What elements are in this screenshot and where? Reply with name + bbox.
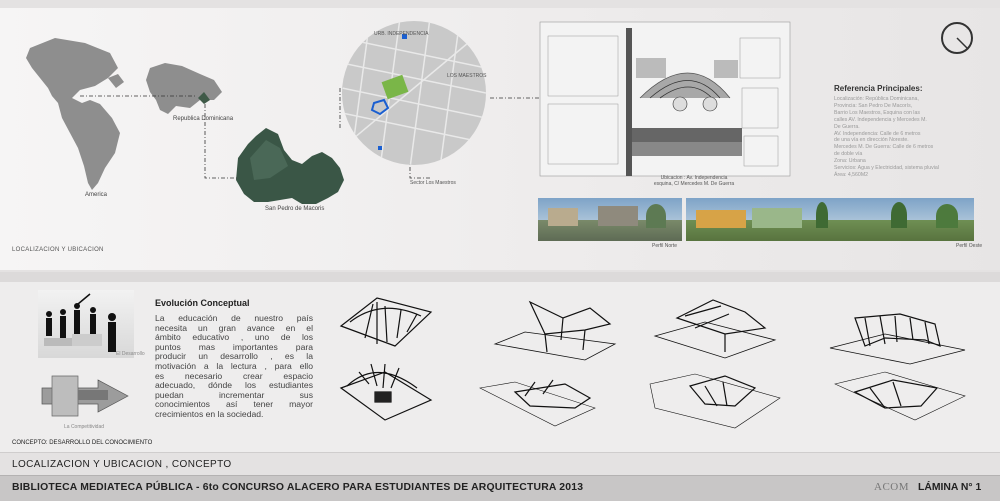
dominican-republic-map	[146, 63, 222, 114]
evolucion-line: conocimientos así tener mayor	[155, 399, 313, 410]
perfil-norte-label: Perfil Norte	[652, 243, 678, 249]
perfil-oeste-label: Perfil Oeste	[956, 243, 983, 249]
section-label-localizacion: LOCALIZACION Y UBICACION	[12, 247, 104, 253]
evolucion-line: puedan incrementar sus	[155, 389, 313, 400]
perfil-oeste-photo	[686, 198, 974, 241]
evolucion-block	[155, 298, 313, 420]
competitividad-caption: La Competitividad	[64, 424, 105, 430]
referencias-title: Referencia Principales:	[834, 84, 923, 93]
desarrollo-image	[38, 290, 134, 358]
section-label-concepto: CONCEPTO: DESARROLLO DEL CONOCIMIENTO	[12, 440, 153, 446]
republica-dominicana-label: Republica Dominicana	[173, 116, 234, 122]
referencias-block	[834, 84, 984, 179]
san-pedro-label: San Pedro de Macoris	[265, 206, 325, 212]
evolucion-line: adecuado, dónde los estudiantes	[155, 380, 313, 391]
evolucion-line: necesita un gran avance en el	[155, 322, 313, 333]
referencias-line: calles AV. Independencia y Mercedes M.	[834, 116, 927, 123]
concept-sketches	[325, 288, 985, 446]
referencias-line: Área: 4,560M2	[834, 171, 869, 178]
referencias-line: de una vía en dirección Noreste.	[834, 137, 909, 144]
ubicacion-caption: Ubicacion : Av. Independencia esquina, C/ Mercedes M. De Guerra	[653, 175, 735, 187]
brand-logo: ACOM	[874, 481, 910, 493]
evolucion-line: producir un desarrollo , es la	[155, 351, 313, 362]
evolucion-line: motivación a la lectura , para ello	[155, 360, 313, 371]
americas-map	[26, 38, 120, 190]
evolucion-line: crecimientos en la sociedad.	[155, 408, 264, 419]
evolucion-line: puntos mas importantes para	[155, 341, 313, 352]
divider-line	[0, 452, 1000, 453]
referencias-line: Barrio Los Maestros, Esquina con las	[834, 109, 920, 116]
referencias-line: Mercedes M. De Guerra: Calle de 6 metros	[834, 144, 934, 151]
referencias-line: de doble vía	[834, 151, 863, 158]
referencias-line: Localización: República Dominicana,	[834, 96, 919, 102]
evolucion-title: Evolución Conceptual	[155, 298, 250, 308]
referencias-lines	[834, 96, 984, 179]
america-label: America	[85, 192, 108, 198]
sheet-number: LÁMINA N° 1	[918, 482, 982, 493]
perfil-norte-photo	[538, 198, 682, 241]
referencias-line: Zona: Urbana	[834, 158, 866, 165]
separator-band	[0, 272, 1000, 282]
urb-independencia-label: URB. INDEPENDENCIA	[374, 31, 429, 37]
evolucion-line: es necesario crear espacio	[155, 370, 313, 381]
project-title: BIBLIOTECA MEDIATECA PÚBLICA - 6to CONCURSO ALACERO PARA ESTUDIANTES DE ARQUITECTURA 2013	[12, 482, 584, 493]
referencias-line: Provincia: San Pedro De Macorís,	[834, 102, 913, 109]
desarrollo-caption: El Desarrollo	[116, 351, 145, 357]
referencias-line: AV. Independencia: Calle de 6 metros	[834, 130, 921, 137]
sector-los-maestros-label: Sector Los Maestros	[410, 180, 456, 186]
evolucion-line: La educación de nuestro país	[155, 313, 313, 323]
footer-subtitle: LOCALIZACION Y UBICACION , CONCEPTO	[12, 459, 232, 470]
referencias-line: Servicios: Agua y Electricidad, sistema pluvial	[834, 165, 939, 172]
referencias-line: De Guerra.	[834, 123, 860, 130]
evolucion-line: ámbito educativo , uno de los	[155, 332, 313, 343]
competitividad-image	[38, 370, 134, 422]
los-maestros-label: LOS MAESTROS	[447, 73, 487, 79]
evolucion-text	[155, 314, 313, 420]
